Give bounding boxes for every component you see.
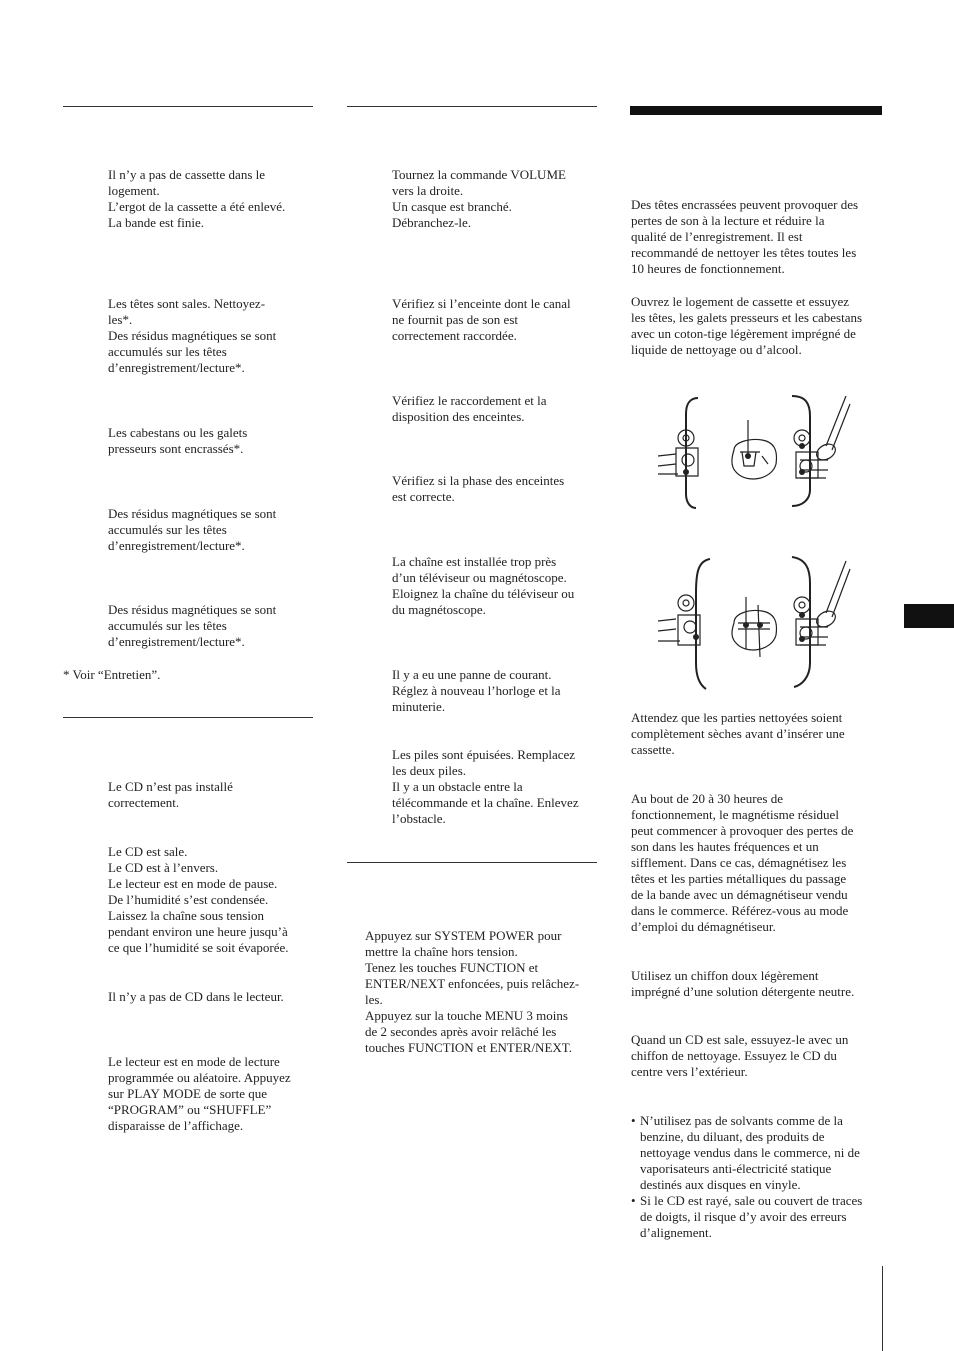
section-tab	[904, 604, 954, 628]
cd-cause-2: Le CD est sale. Le CD est à l’envers. Le lecteur est en mode de pause. De l’humidité s’est condensée. Laissez la chaîne sous tension pendant environ une heure jusqu’à ce que l’humidité se soit évaporée.	[108, 844, 289, 955]
cd-cause-4: Le lecteur est en mode de lecture programmée ou aléatoire. Appuyez sur PLAY MODE de sorte que “PROGRAM” ou “SHUFFLE” disparaisse de l’affichage.	[108, 1054, 291, 1133]
tape-cause-1: Il n’y a pas de cassette dans le logement. L’ergot de la cassette a été enlevé. La bande est finie.	[108, 167, 286, 230]
tape-cause-4: Des résidus magnétiques se sont accumulés sur les têtes d’enregistrement/lecture*.	[108, 506, 277, 553]
general-cause-6: Il y a eu une panne de courant. Réglez à nouveau l’horloge et la minuterie.	[392, 667, 561, 714]
notes-list	[631, 1113, 891, 1241]
rule-cd-section	[63, 717, 313, 718]
footnote: * Voir “Entretien”.	[63, 667, 161, 682]
note-item: • N’utilisez pas de solvants comme de la benzine, du diluant, des produits de nettoyage vendus dans le commerce, ni de vaporisateurs anti-électricité statique destinés aux disques en vinyle.	[631, 1113, 891, 1193]
general-cause-7: Les piles sont épuisées. Remplacez les deux piles. Il y a un obstacle entre la télécommande et la chaîne. Enlevez l’obstacle.	[392, 747, 579, 826]
rule-col1-top	[63, 106, 313, 107]
maintenance-p1: Des têtes encrassées peuvent provoquer des pertes de son à la lecture et réduire la qualité de l’enregistrement. Il est recommandé de nettoyer les têtes toutes les 10 heures de fonctionnement.	[631, 197, 859, 276]
general-cause-5: La chaîne est installée trop près d’un téléviseur ou magnétoscope. Eloignez la chaîne du téléviseur ou du magnétoscope.	[392, 554, 575, 617]
note-item: • Si le CD est rayé, sale ou couvert de traces de doigts, il risque d’y avoir des erreurs d’alignement.	[631, 1193, 891, 1241]
rule-reset-section	[347, 862, 597, 863]
general-cause-4: Vérifiez si la phase des enceintes est correcte.	[392, 473, 565, 504]
tape-cause-2: Les têtes sont sales. Nettoyez- les*. Des résidus magnétiques se sont accumulés sur les têtes d’enregistrement/lecture*.	[108, 296, 277, 375]
maintenance-p4: Au bout de 20 à 30 heures de fonctionnement, le magnétisme résiduel peut commencer à provoquer des pertes de son dans les hautes fréquences et un sifflement. Dans ce cas, démagnétisez les têtes et les parties métalliques du passage de la bande avec un démagnétiseur vendu dans le commerce. Référez-vous au mode d’emploi du démagnétiseur.	[631, 791, 854, 934]
head-cleaning-illustration-2	[650, 553, 870, 693]
general-cause-2: Vérifiez si l’enceinte dont le canal ne fournit pas de son est correctement raccordée.	[392, 296, 571, 343]
page-edge-line	[882, 1266, 883, 1351]
cd-cause-3: Il n’y a pas de CD dans le lecteur.	[108, 989, 284, 1004]
head-cleaning-illustration-1	[650, 390, 870, 512]
cd-cause-1: Le CD n’est pas installé correctement.	[108, 779, 233, 810]
reset-procedure: Appuyez sur SYSTEM POWER pour mettre la chaîne hors tension. Tenez les touches FUNCTION et ENTER/NEXT enfoncées, puis relâchez- les. Appuyez sur la touche MENU 3 moins de 2 secondes après avoir relâché les touches FUNCTION et ENTER/NEXT.	[365, 928, 580, 1055]
maintenance-p6: Quand un CD est sale, essuyez-le avec un chiffon de nettoyage. Essuyez le CD du centre vers l’extérieur.	[631, 1032, 849, 1079]
tape-cause-5: Des résidus magnétiques se sont accumulés sur les têtes d’enregistrement/lecture*.	[108, 602, 277, 649]
general-cause-3: Vérifiez le raccordement et la disposition des enceintes.	[392, 393, 547, 424]
general-cause-1: Tournez la commande VOLUME vers la droite. Un casque est branché. Débranchez-le.	[392, 167, 566, 230]
rule-col2-top	[347, 106, 597, 107]
maintenance-p2: Ouvrez le logement de cassette et essuyez les têtes, les galets presseurs et les cabestans avec un coton-tige légèrement imprégné de liquide de nettoyage ou d’alcool.	[631, 294, 863, 357]
rule-col3-header	[630, 106, 882, 115]
maintenance-p5: Utilisez un chiffon doux légèrement imprégné d’une solution détergente neutre.	[631, 968, 855, 999]
maintenance-p3: Attendez que les parties nettoyées soient complètement sèches avant d’insérer une cassette.	[631, 710, 845, 757]
tape-cause-3: Les cabestans ou les galets presseurs sont encrassés*.	[108, 425, 248, 456]
